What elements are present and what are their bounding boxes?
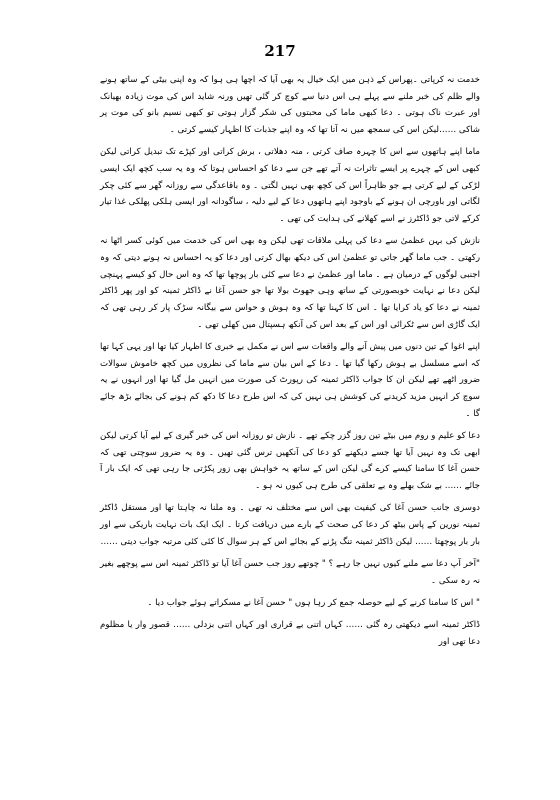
paragraph: ماما اپنے ہاتھوں سے اس کا چہرہ صاف کرتی ، منہ دھلاتی ، برش کراتی اور کپڑے تک تبدیل کراتی لیکن کبھی اس کے چہرے پر ایسے تاثرات نہ آتے تھے جن سے دعا کو احساس ہوتا کہ وہ یہ سب کچھ ایک ایسی لڑکی کے لیے کرتی ہے جو ظاہراً اس کی کچھ بھی نہیں لگتی ۔ وہ باقاعدگی سے روزانہ گھر سے کئی چکر لگاتی اور باورچی ان ہونے کے باوجود اپنے ہاتھوں دعا کے لیے دلیہ ، ساگودانہ اور ایسی ہلکی پھلکی غذا تیار کرکے لاتی جو ڈاکٹرز نے اسے کھلانے کی ہدایت کی تھی ۔ [100, 147, 480, 225]
paragraph: " اس کا سامنا کرنے کے لیے حوصلہ جمع کر رہا ہوں " حسن آغا نے مسکراتے ہوئے جواب دیا ۔ [147, 597, 480, 608]
paragraph: اپنے اغوا کے تین دنوں میں پیش آنے والے واقعات سے اس نے مکمل بے خبری کا اظہار کیا تھا اور یہی کہا تھا کہ اسے مسلسل بے ہوش رکھا گیا تھا ۔ دعا کے اس بیان سے ماما کی نظروں میں کچھ خاموش سوالات ضرور اٹھے تھے لیکن ان کا جواب ڈاکٹر ثمینہ کی رپورٹ کی صورت میں انہیں مل گیا تھا اور انہوں نے یہ سوچ کر انہیں مزید کریدنے کی کوشش ہی نہیں کی کہ اس طرح دعا کا دکھ کم ہونے کی بجائے بڑھ جائے گا ۔ [100, 342, 480, 419]
page-number: 217 [264, 42, 296, 60]
paragraph: "آخر آپ دعا سے ملنے کیوں نہیں جا رہے ؟ " چوتھے روز جب حسن آغا آیا تو ڈاکٹر ثمینہ اس سے پوچھے بغیر نہ رہ سکی ۔ [100, 558, 480, 586]
paragraph: دعا کو علیم و روم میں بیٹے تین روز گزر چکے تھے ۔ نازش تو روزانہ اس کی خبر گیری کے لیے آیا کرتی لیکن ابھی تک وہ نہیں آیا تھا جسے دیکھنے کو دعا کی آنکھیں ترس گئی تھیں ۔ وہ یہ ضرور سوچتی تھی کہ حسن آغا کا سامنا کیسے کرے گی لیکن اس کے ساتھ یہ خواہش بھی زور پکڑتی جا رہی تھی کہ ایک بار آ جائے …… بے شک بھلے وہ بے تعلقی کی طرح ہی کیوں نہ ہو ۔ [100, 431, 480, 492]
body-text [100, 72, 480, 656]
paragraph: دوسری جانب حسن آغا کی کیفیت بھی اس سے مختلف نہ تھی ۔ وہ ملنا نہ چاہتا تھا اور مستقل ڈاکٹر ثمینہ نورین کے پاس بیٹھ کر دعا کی صحت کے بارے میں دریافت کرتا ۔ ایک ایک بات نہایت باریکی سے اور بار بار پوچھتا …… لیکن ڈاکٹر ثمینہ تنگ پڑنے کے بجائے اس کے ہر سوال کا کئی کئی مرتبہ جواب دیتی …… [100, 503, 480, 547]
paragraph: نازش کی بہن عظمیٰ سے دعا کی پہلی ملاقات تھی لیکن وہ بھی اس کی خدمت میں کوئی کسر اٹھا نہ رکھتی ۔ جب ماما گھر جاتی تو عظمیٰ اس کی دیکھ بھال کرتی اور دعا کو یہ احساس نہ ہونے دیتی کہ وہ اجنبی لوگوں کے درمیان ہے ۔ ماما اور عظمیٰ نے دعا سے کئی بار پوچھا تھا کہ وہ اس حال کو کیسے پہنچی لیکن دعا نے نہایت خوبصورتی کے ساتھ وہی جھوٹ بولا تھا جو حسن آغا نے ڈاکٹر ثمینہ کو اور پھر ڈاکٹر ثمینہ نے دعا کو یاد کرایا تھا ۔ اس کا کہنا تھا کہ وہ ہوش و حواس سے بیگانہ سڑک پار کر رہی تھی کہ ایک گاڑی اس سے ٹکرائی اور اس کے بعد اس کی آنکھ ہسپتال میں کھلی تھی ۔ [100, 236, 480, 330]
paragraph: خدمت نہ کرپاتی ۔پھراس کے ذہن میں ایک خیال یہ بھی آیا کہ اچھا ہی ہوا کہ وہ اپنی بیٹی کے ساتھ ہونے والے ظلم کی خبر ملنے سے پہلے ہی اس دنیا سے کوچ کر گئی تھیں ورنہ شاید اس کی موت زیادہ بھیانک اور عبرت ناک ہوتی ۔ دعا کبھی ماما کی محبتوں کی شکر گزار ہوتی تو کبھی نسیم بانو کی موت پر شاکی ……لیکن اس کی سمجھ میں نہ آتا تھا کہ وہ اپنے جذبات کا اظہار کیسے کرتی ۔ [100, 75, 480, 136]
paragraph: ڈاکٹر ثمینہ اسے دیکھتی رہ گئی …… کہاں اتنی بے قراری اور کہاں اتنی بزدلی …… قصور وار یا مظلوم دعا تھی اور [100, 620, 480, 647]
